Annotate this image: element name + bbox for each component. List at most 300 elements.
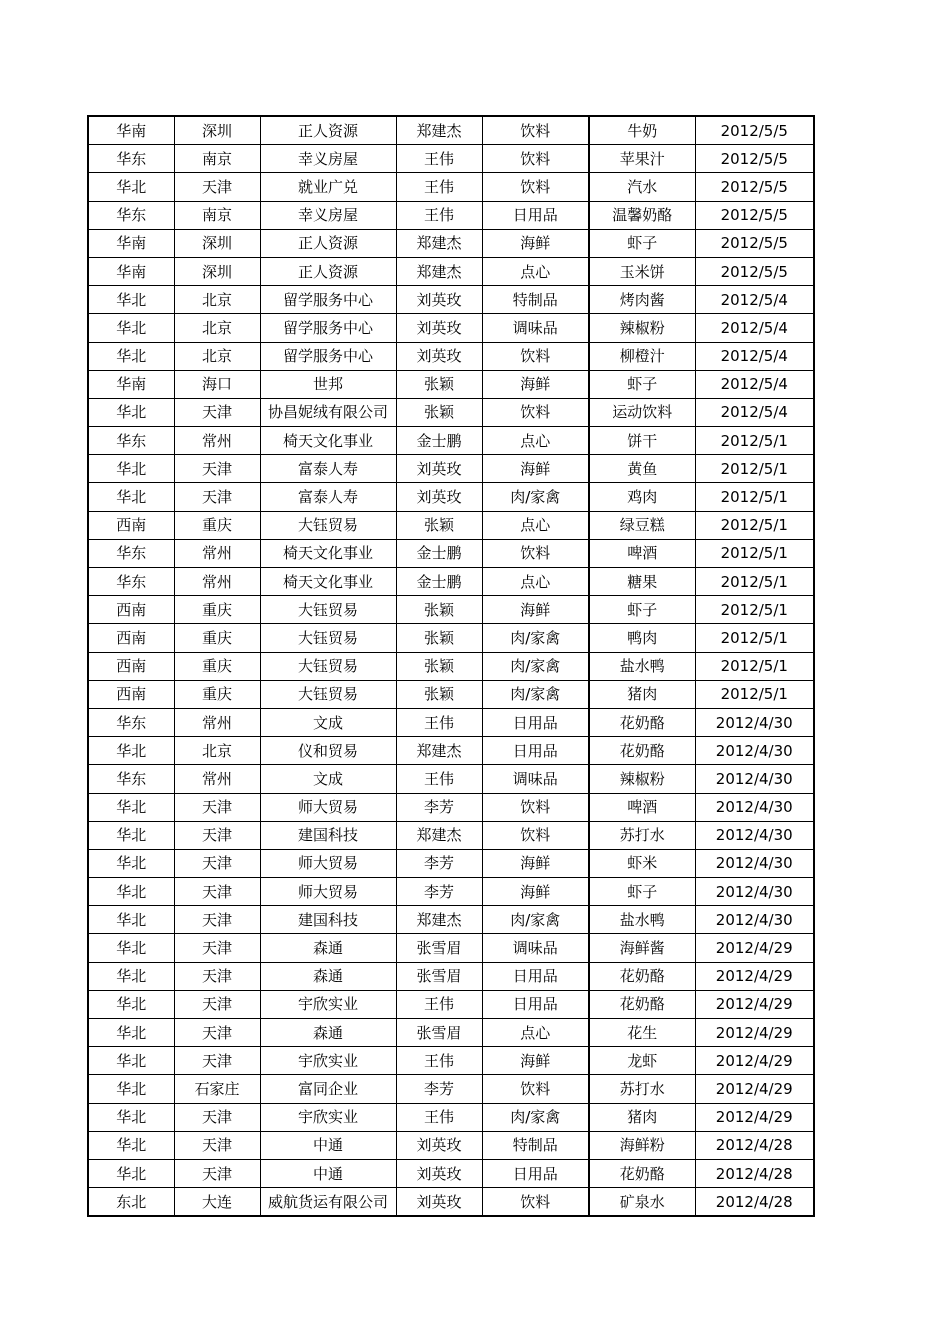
cell-salesperson[interactable]: 刘英玫 (396, 1188, 482, 1217)
cell-region[interactable]: 华南 (88, 257, 174, 285)
cell-category[interactable]: 肉/家禽 (482, 652, 589, 680)
table-row (88, 906, 814, 934)
cell-customer[interactable]: 留学服务中心 (260, 286, 396, 314)
cell-category[interactable]: 特制品 (482, 1131, 589, 1159)
cell-city[interactable]: 重庆 (174, 680, 260, 708)
cell-city[interactable]: 天津 (174, 906, 260, 934)
cell-customer[interactable]: 正人资源 (260, 257, 396, 285)
cell-salesperson[interactable]: 张雪眉 (396, 934, 482, 962)
cell-customer[interactable]: 师大贸易 (260, 793, 396, 821)
cell-city[interactable]: 天津 (174, 398, 260, 426)
cell-customer[interactable]: 仪和贸易 (260, 737, 396, 765)
cell-city[interactable]: 天津 (174, 793, 260, 821)
table-row (88, 511, 814, 539)
cell-region[interactable]: 华北 (88, 483, 174, 511)
cell-region[interactable]: 东北 (88, 1188, 174, 1217)
cell-region[interactable]: 西南 (88, 596, 174, 624)
cell-customer[interactable]: 幸义房屋 (260, 145, 396, 173)
cell-city[interactable]: 天津 (174, 455, 260, 483)
cell-city[interactable]: 重庆 (174, 596, 260, 624)
table-row (88, 1019, 814, 1047)
cell-customer[interactable]: 富同企业 (260, 1075, 396, 1103)
cell-city[interactable]: 深圳 (174, 229, 260, 257)
cell-city[interactable]: 天津 (174, 1159, 260, 1187)
cell-salesperson[interactable]: 郑建杰 (396, 906, 482, 934)
cell-product[interactable]: 辣椒粉 (589, 765, 695, 793)
cell-date[interactable]: 2012/5/1 (695, 596, 814, 624)
cell-customer[interactable]: 师大贸易 (260, 878, 396, 906)
cell-product[interactable]: 鸭肉 (589, 624, 695, 652)
cell-category[interactable]: 饮料 (482, 1075, 589, 1103)
table-row (88, 1188, 814, 1217)
cell-customer[interactable]: 正人资源 (260, 229, 396, 257)
cell-city[interactable]: 天津 (174, 1131, 260, 1159)
cell-category[interactable]: 点心 (482, 1019, 589, 1047)
cell-product[interactable]: 虾子 (589, 878, 695, 906)
cell-customer[interactable]: 椅天文化事业 (260, 427, 396, 455)
cell-product[interactable]: 花奶酪 (589, 962, 695, 990)
cell-salesperson[interactable]: 刘英玫 (396, 455, 482, 483)
cell-product[interactable]: 苹果汁 (589, 145, 695, 173)
cell-product[interactable]: 绿豆糕 (589, 511, 695, 539)
cell-region[interactable]: 西南 (88, 652, 174, 680)
cell-date[interactable]: 2012/5/5 (695, 145, 814, 173)
cell-date[interactable]: 2012/4/30 (695, 737, 814, 765)
cell-city[interactable]: 重庆 (174, 652, 260, 680)
cell-date[interactable]: 2012/5/1 (695, 511, 814, 539)
cell-region[interactable]: 华北 (88, 878, 174, 906)
cell-date[interactable]: 2012/4/30 (695, 878, 814, 906)
cell-salesperson[interactable]: 郑建杰 (396, 737, 482, 765)
table-row (88, 849, 814, 877)
cell-city[interactable]: 常州 (174, 568, 260, 596)
cell-date[interactable]: 2012/4/29 (695, 1075, 814, 1103)
table-row (88, 708, 814, 736)
cell-region[interactable]: 华北 (88, 1131, 174, 1159)
cell-product[interactable]: 花奶酪 (589, 990, 695, 1018)
cell-city[interactable]: 深圳 (174, 116, 260, 145)
cell-salesperson[interactable]: 张颖 (396, 398, 482, 426)
cell-salesperson[interactable]: 王伟 (396, 1103, 482, 1131)
cell-product[interactable]: 虾米 (589, 849, 695, 877)
cell-city[interactable]: 石家庄 (174, 1075, 260, 1103)
cell-salesperson[interactable]: 李芳 (396, 1075, 482, 1103)
cell-customer[interactable]: 中通 (260, 1159, 396, 1187)
cell-category[interactable]: 海鲜 (482, 849, 589, 877)
cell-city[interactable]: 大连 (174, 1188, 260, 1217)
table-row (88, 483, 814, 511)
cell-city[interactable]: 天津 (174, 934, 260, 962)
cell-region[interactable]: 华北 (88, 342, 174, 370)
cell-product[interactable]: 虾子 (589, 229, 695, 257)
cell-date[interactable]: 2012/5/1 (695, 483, 814, 511)
table-row (88, 962, 814, 990)
cell-salesperson[interactable]: 郑建杰 (396, 229, 482, 257)
cell-city[interactable]: 北京 (174, 314, 260, 342)
table-row (88, 821, 814, 849)
cell-salesperson[interactable]: 李芳 (396, 878, 482, 906)
cell-region[interactable]: 华北 (88, 314, 174, 342)
cell-product[interactable]: 苏打水 (589, 821, 695, 849)
cell-salesperson[interactable]: 张颖 (396, 596, 482, 624)
cell-product[interactable]: 盐水鸭 (589, 652, 695, 680)
cell-region[interactable]: 华南 (88, 370, 174, 398)
cell-date[interactable]: 2012/4/28 (695, 1131, 814, 1159)
cell-customer[interactable]: 大钰贸易 (260, 680, 396, 708)
cell-customer[interactable]: 幸义房屋 (260, 201, 396, 229)
cell-city[interactable]: 天津 (174, 849, 260, 877)
cell-product[interactable]: 牛奶 (589, 116, 695, 145)
cell-product[interactable]: 玉米饼 (589, 257, 695, 285)
cell-salesperson[interactable]: 刘英玫 (396, 286, 482, 314)
cell-date[interactable]: 2012/5/1 (695, 680, 814, 708)
cell-date[interactable]: 2012/5/5 (695, 173, 814, 201)
cell-salesperson[interactable]: 张颖 (396, 370, 482, 398)
table-row (88, 342, 814, 370)
cell-date[interactable]: 2012/4/30 (695, 821, 814, 849)
table-row (88, 314, 814, 342)
cell-customer[interactable]: 就业广兑 (260, 173, 396, 201)
cell-salesperson[interactable]: 金士鹏 (396, 568, 482, 596)
cell-customer[interactable]: 椅天文化事业 (260, 568, 396, 596)
cell-date[interactable]: 2012/5/4 (695, 398, 814, 426)
cell-city[interactable]: 重庆 (174, 624, 260, 652)
cell-product[interactable]: 汽水 (589, 173, 695, 201)
cell-customer[interactable]: 大钰贸易 (260, 596, 396, 624)
cell-region[interactable]: 华南 (88, 116, 174, 145)
cell-product[interactable]: 温馨奶酪 (589, 201, 695, 229)
cell-salesperson[interactable]: 张雪眉 (396, 962, 482, 990)
cell-salesperson[interactable]: 王伟 (396, 201, 482, 229)
table-row (88, 116, 814, 145)
cell-category[interactable]: 饮料 (482, 821, 589, 849)
cell-region[interactable]: 华东 (88, 568, 174, 596)
cell-product[interactable]: 虾子 (589, 596, 695, 624)
table-row (88, 793, 814, 821)
cell-salesperson[interactable]: 张雪眉 (396, 1019, 482, 1047)
cell-category[interactable]: 肉/家禽 (482, 680, 589, 708)
cell-customer[interactable]: 宇欣实业 (260, 990, 396, 1018)
cell-city[interactable]: 天津 (174, 483, 260, 511)
cell-date[interactable]: 2012/5/1 (695, 539, 814, 567)
cell-customer[interactable]: 森通 (260, 962, 396, 990)
cell-region[interactable]: 华北 (88, 173, 174, 201)
cell-region[interactable]: 华南 (88, 229, 174, 257)
table-row (88, 878, 814, 906)
cell-salesperson[interactable]: 王伟 (396, 1047, 482, 1075)
cell-region[interactable]: 西南 (88, 680, 174, 708)
cell-region[interactable]: 华北 (88, 990, 174, 1018)
cell-region[interactable]: 华东 (88, 539, 174, 567)
cell-customer[interactable]: 协昌妮绒有限公司 (260, 398, 396, 426)
cell-category[interactable]: 饮料 (482, 173, 589, 201)
cell-city[interactable]: 北京 (174, 737, 260, 765)
cell-region[interactable]: 华北 (88, 821, 174, 849)
cell-product[interactable]: 辣椒粉 (589, 314, 695, 342)
cell-customer[interactable]: 森通 (260, 934, 396, 962)
cell-city[interactable]: 常州 (174, 427, 260, 455)
cell-salesperson[interactable]: 刘英玫 (396, 1159, 482, 1187)
cell-product[interactable]: 啤酒 (589, 793, 695, 821)
cell-date[interactable]: 2012/4/30 (695, 765, 814, 793)
cell-customer[interactable]: 大钰贸易 (260, 511, 396, 539)
cell-salesperson[interactable]: 张颖 (396, 680, 482, 708)
table-row (88, 624, 814, 652)
cell-region[interactable]: 华北 (88, 455, 174, 483)
cell-region[interactable]: 华东 (88, 708, 174, 736)
cell-region[interactable]: 华北 (88, 1019, 174, 1047)
cell-region[interactable]: 华东 (88, 765, 174, 793)
cell-date[interactable]: 2012/5/1 (695, 427, 814, 455)
cell-salesperson[interactable]: 李芳 (396, 793, 482, 821)
table-row (88, 990, 814, 1018)
cell-date[interactable]: 2012/5/1 (695, 568, 814, 596)
cell-salesperson[interactable]: 金士鹏 (396, 427, 482, 455)
cell-category[interactable]: 点心 (482, 427, 589, 455)
table-row (88, 568, 814, 596)
cell-city[interactable]: 天津 (174, 962, 260, 990)
cell-product[interactable]: 黄鱼 (589, 455, 695, 483)
cell-category[interactable]: 饮料 (482, 1188, 589, 1217)
cell-product[interactable]: 矿泉水 (589, 1188, 695, 1217)
cell-city[interactable]: 天津 (174, 1047, 260, 1075)
cell-product[interactable]: 猪肉 (589, 1103, 695, 1131)
cell-customer[interactable]: 建国科技 (260, 821, 396, 849)
cell-city[interactable]: 天津 (174, 990, 260, 1018)
cell-city[interactable]: 南京 (174, 145, 260, 173)
cell-product[interactable]: 花奶酪 (589, 708, 695, 736)
table-row (88, 539, 814, 567)
table-row (88, 680, 814, 708)
cell-product[interactable]: 龙虾 (589, 1047, 695, 1075)
cell-date[interactable]: 2012/5/5 (695, 201, 814, 229)
cell-category[interactable]: 调味品 (482, 314, 589, 342)
cell-region[interactable]: 华北 (88, 286, 174, 314)
cell-salesperson[interactable]: 刘英玫 (396, 314, 482, 342)
cell-date[interactable]: 2012/5/5 (695, 257, 814, 285)
cell-city[interactable]: 常州 (174, 708, 260, 736)
cell-category[interactable]: 海鲜 (482, 1047, 589, 1075)
cell-category[interactable]: 肉/家禽 (482, 1103, 589, 1131)
cell-customer[interactable]: 师大贸易 (260, 849, 396, 877)
cell-date[interactable]: 2012/5/1 (695, 455, 814, 483)
cell-category[interactable]: 肉/家禽 (482, 624, 589, 652)
cell-customer[interactable]: 富泰人寿 (260, 455, 396, 483)
cell-customer[interactable]: 正人资源 (260, 116, 396, 145)
cell-salesperson[interactable]: 王伟 (396, 173, 482, 201)
cell-customer[interactable]: 文成 (260, 708, 396, 736)
cell-date[interactable]: 2012/4/30 (695, 793, 814, 821)
cell-salesperson[interactable]: 刘英玫 (396, 483, 482, 511)
cell-date[interactable]: 2012/5/4 (695, 370, 814, 398)
table-row (88, 596, 814, 624)
cell-category[interactable]: 调味品 (482, 934, 589, 962)
cell-city[interactable]: 天津 (174, 1103, 260, 1131)
cell-customer[interactable]: 大钰贸易 (260, 624, 396, 652)
cell-product[interactable]: 鸡肉 (589, 483, 695, 511)
cell-product[interactable]: 猪肉 (589, 680, 695, 708)
table-row (88, 652, 814, 680)
cell-customer[interactable]: 中通 (260, 1131, 396, 1159)
cell-product[interactable]: 虾子 (589, 370, 695, 398)
cell-city[interactable]: 重庆 (174, 511, 260, 539)
cell-region[interactable]: 华北 (88, 962, 174, 990)
cell-city[interactable]: 海口 (174, 370, 260, 398)
cell-city[interactable]: 天津 (174, 878, 260, 906)
cell-city[interactable]: 天津 (174, 1019, 260, 1047)
cell-region[interactable]: 华北 (88, 849, 174, 877)
cell-product[interactable]: 饼干 (589, 427, 695, 455)
cell-salesperson[interactable]: 张颖 (396, 624, 482, 652)
cell-category[interactable]: 肉/家禽 (482, 906, 589, 934)
cell-product[interactable]: 糖果 (589, 568, 695, 596)
cell-salesperson[interactable]: 李芳 (396, 849, 482, 877)
cell-date[interactable]: 2012/4/29 (695, 1047, 814, 1075)
cell-customer[interactable]: 富泰人寿 (260, 483, 396, 511)
cell-date[interactable]: 2012/4/30 (695, 849, 814, 877)
cell-date[interactable]: 2012/4/29 (695, 1019, 814, 1047)
table-row (88, 257, 814, 285)
cell-region[interactable]: 华北 (88, 1047, 174, 1075)
cell-city[interactable]: 深圳 (174, 257, 260, 285)
cell-city[interactable]: 北京 (174, 286, 260, 314)
cell-region[interactable]: 华北 (88, 793, 174, 821)
cell-category[interactable]: 点心 (482, 568, 589, 596)
cell-salesperson[interactable]: 郑建杰 (396, 821, 482, 849)
cell-category[interactable]: 调味品 (482, 765, 589, 793)
cell-category[interactable]: 海鲜 (482, 455, 589, 483)
cell-product[interactable]: 海鲜酱 (589, 934, 695, 962)
cell-customer[interactable]: 留学服务中心 (260, 314, 396, 342)
cell-category[interactable]: 日用品 (482, 962, 589, 990)
cell-category[interactable]: 海鲜 (482, 596, 589, 624)
table-row (88, 1075, 814, 1103)
cell-product[interactable]: 花奶酪 (589, 737, 695, 765)
cell-city[interactable]: 天津 (174, 173, 260, 201)
cell-date[interactable]: 2012/5/5 (695, 116, 814, 145)
cell-customer[interactable]: 宇欣实业 (260, 1103, 396, 1131)
cell-category[interactable]: 日用品 (482, 708, 589, 736)
cell-category[interactable]: 肉/家禽 (482, 483, 589, 511)
cell-city[interactable]: 常州 (174, 765, 260, 793)
cell-product[interactable]: 苏打水 (589, 1075, 695, 1103)
cell-date[interactable]: 2012/4/29 (695, 1103, 814, 1131)
cell-date[interactable]: 2012/4/28 (695, 1159, 814, 1187)
cell-date[interactable]: 2012/5/4 (695, 286, 814, 314)
cell-date[interactable]: 2012/4/30 (695, 906, 814, 934)
table-row (88, 398, 814, 426)
cell-category[interactable]: 日用品 (482, 201, 589, 229)
cell-category[interactable]: 饮料 (482, 793, 589, 821)
cell-region[interactable]: 华北 (88, 398, 174, 426)
cell-region[interactable]: 华北 (88, 1103, 174, 1131)
table-row (88, 145, 814, 173)
cell-product[interactable]: 柳橙汁 (589, 342, 695, 370)
cell-salesperson[interactable]: 郑建杰 (396, 257, 482, 285)
cell-region[interactable]: 华北 (88, 934, 174, 962)
cell-date[interactable]: 2012/4/29 (695, 990, 814, 1018)
cell-customer[interactable]: 威航货运有限公司 (260, 1188, 396, 1217)
cell-salesperson[interactable]: 王伟 (396, 708, 482, 736)
cell-date[interactable]: 2012/5/4 (695, 314, 814, 342)
cell-category[interactable]: 海鲜 (482, 878, 589, 906)
cell-customer[interactable]: 宇欣实业 (260, 1047, 396, 1075)
cell-category[interactable]: 日用品 (482, 737, 589, 765)
cell-date[interactable]: 2012/5/1 (695, 624, 814, 652)
cell-category[interactable]: 特制品 (482, 286, 589, 314)
cell-salesperson[interactable]: 金士鹏 (396, 539, 482, 567)
cell-region[interactable]: 华北 (88, 1075, 174, 1103)
cell-salesperson[interactable]: 刘英玫 (396, 342, 482, 370)
table-row (88, 934, 814, 962)
table-row (88, 1159, 814, 1187)
cell-date[interactable]: 2012/4/28 (695, 1188, 814, 1217)
cell-customer[interactable]: 世邦 (260, 370, 396, 398)
cell-date[interactable]: 2012/5/5 (695, 229, 814, 257)
cell-date[interactable]: 2012/4/29 (695, 934, 814, 962)
cell-category[interactable]: 海鲜 (482, 370, 589, 398)
cell-product[interactable]: 海鲜粉 (589, 1131, 695, 1159)
cell-customer[interactable]: 椅天文化事业 (260, 539, 396, 567)
cell-salesperson[interactable]: 王伟 (396, 765, 482, 793)
cell-date[interactable]: 2012/5/1 (695, 652, 814, 680)
cell-salesperson[interactable]: 刘英玫 (396, 1131, 482, 1159)
cell-product[interactable]: 烤肉酱 (589, 286, 695, 314)
cell-category[interactable]: 饮料 (482, 116, 589, 145)
cell-category[interactable]: 饮料 (482, 145, 589, 173)
cell-city[interactable]: 北京 (174, 342, 260, 370)
cell-salesperson[interactable]: 王伟 (396, 990, 482, 1018)
cell-category[interactable]: 海鲜 (482, 229, 589, 257)
cell-region[interactable]: 西南 (88, 511, 174, 539)
cell-product[interactable]: 花生 (589, 1019, 695, 1047)
cell-customer[interactable]: 森通 (260, 1019, 396, 1047)
cell-salesperson[interactable]: 郑建杰 (396, 116, 482, 145)
cell-salesperson[interactable]: 张颖 (396, 652, 482, 680)
cell-product[interactable]: 花奶酪 (589, 1159, 695, 1187)
cell-product[interactable]: 盐水鸭 (589, 906, 695, 934)
cell-region[interactable]: 华北 (88, 906, 174, 934)
cell-date[interactable]: 2012/5/4 (695, 342, 814, 370)
cell-date[interactable]: 2012/4/29 (695, 962, 814, 990)
cell-product[interactable]: 啤酒 (589, 539, 695, 567)
cell-category[interactable]: 饮料 (482, 539, 589, 567)
cell-city[interactable]: 南京 (174, 201, 260, 229)
cell-salesperson[interactable]: 王伟 (396, 145, 482, 173)
cell-category[interactable]: 饮料 (482, 398, 589, 426)
cell-region[interactable]: 华北 (88, 1159, 174, 1187)
cell-category[interactable]: 日用品 (482, 990, 589, 1018)
cell-city[interactable]: 常州 (174, 539, 260, 567)
cell-product[interactable]: 运动饮料 (589, 398, 695, 426)
cell-date[interactable]: 2012/4/30 (695, 708, 814, 736)
cell-customer[interactable]: 留学服务中心 (260, 342, 396, 370)
cell-customer[interactable]: 建国科技 (260, 906, 396, 934)
cell-region[interactable]: 华东 (88, 427, 174, 455)
cell-customer[interactable]: 文成 (260, 765, 396, 793)
cell-region[interactable]: 华北 (88, 737, 174, 765)
cell-category[interactable]: 点心 (482, 257, 589, 285)
cell-city[interactable]: 天津 (174, 821, 260, 849)
cell-category[interactable]: 日用品 (482, 1159, 589, 1187)
cell-region[interactable]: 西南 (88, 624, 174, 652)
cell-customer[interactable]: 大钰贸易 (260, 652, 396, 680)
cell-category[interactable]: 点心 (482, 511, 589, 539)
cell-region[interactable]: 华东 (88, 201, 174, 229)
cell-region[interactable]: 华东 (88, 145, 174, 173)
cell-category[interactable]: 饮料 (482, 342, 589, 370)
cell-salesperson[interactable]: 张颖 (396, 511, 482, 539)
